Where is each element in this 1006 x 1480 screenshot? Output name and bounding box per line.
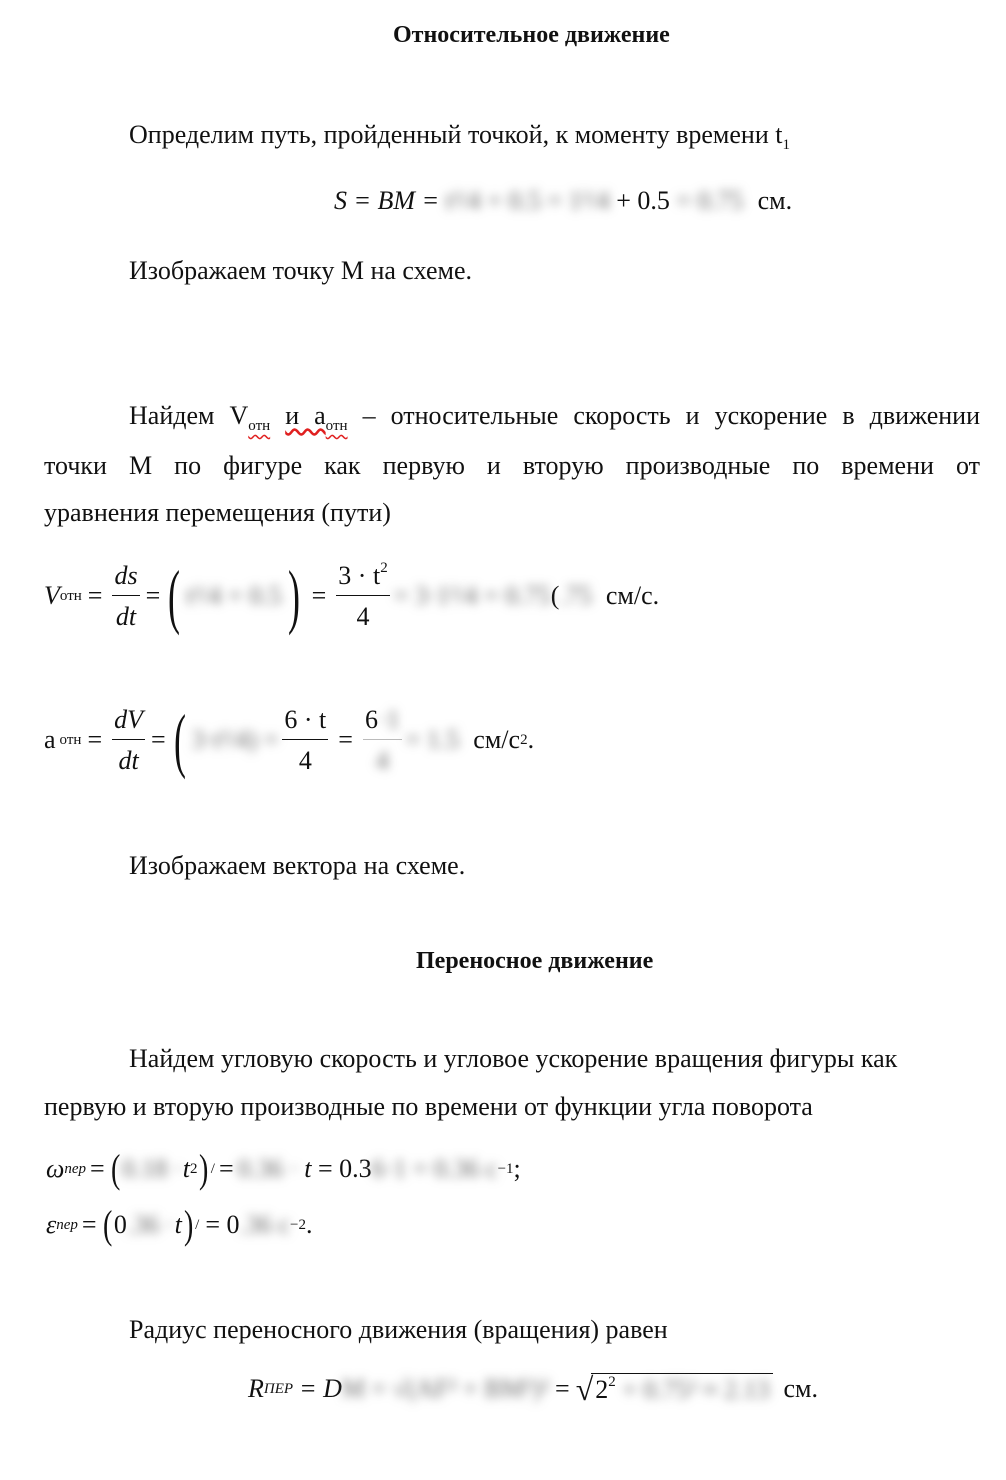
frac-den: 4 xyxy=(356,602,370,631)
paragraph-path-text: Определим путь, пройденный точкой, к моменту времени t xyxy=(129,120,783,149)
sub-otn-2: отн xyxy=(325,418,348,434)
root-base: 2 xyxy=(595,1375,609,1404)
frac-num: ds xyxy=(112,561,139,596)
epsilon-t: t xyxy=(174,1210,182,1239)
paragraph-vectors: Изображаем вектора на схеме. xyxy=(129,851,466,880)
t1-subscript: 1 xyxy=(782,137,790,153)
frac-den: dt xyxy=(115,601,137,631)
radius-lhs-sub: ПЕР xyxy=(263,1380,294,1397)
frac-num-sup: 2 xyxy=(380,560,388,576)
blurred-result: = 0.75 xyxy=(676,186,744,215)
formula-s-lhs: S = BM = xyxy=(334,186,440,215)
blurred-expression: M = √(AF² + BM²)² xyxy=(341,1374,550,1403)
formula-a-unit: см/с xyxy=(473,725,521,754)
para3-mid: и a xyxy=(285,401,326,430)
blurred-result: = 3·1²/4 = 0.75 xyxy=(393,581,551,610)
epsilon-sub: пер xyxy=(56,1216,78,1233)
fraction-6t-4 xyxy=(282,705,328,776)
blurred-value: .75 xyxy=(559,581,592,610)
paragraph-velocity-line2: точки М по фигуре как первую и вторую производные по времени от xyxy=(44,451,980,480)
omega-symbol: ω xyxy=(46,1154,65,1183)
section-title-transport-motion: Переносное движение xyxy=(416,948,654,974)
epsilon-end: . xyxy=(306,1210,313,1239)
paragraph-velocity-line1 xyxy=(44,401,980,435)
paren-open: ( xyxy=(168,556,181,636)
paren-open: ( xyxy=(173,700,186,780)
omega-sub: пер xyxy=(64,1160,87,1177)
blurred-value: 6·1 = 0.36 c xyxy=(371,1154,498,1183)
formula-v-lhs: V xyxy=(44,581,60,610)
epsilon-eq: = 0 xyxy=(205,1210,240,1239)
root-sup: 2 xyxy=(608,1374,616,1390)
epsilon-symbol: ε xyxy=(46,1210,57,1239)
omega-end: ; xyxy=(513,1154,521,1183)
paragraph-velocity-line3: уравнения перемещения (пути) xyxy=(44,498,391,527)
blurred-coef: .36 · xyxy=(126,1210,175,1239)
paragraph-radius: Радиус переносного движения (вращения) равен xyxy=(129,1315,668,1344)
frac-num: 6 xyxy=(364,704,378,734)
para3-start: Найдем V xyxy=(129,401,249,430)
formula-radius: R ПЕР = D M = √(AF² + BM²)² = √ $2^2 + 0.75^2 \approx 2.13$ см. xyxy=(248,1370,818,1407)
fraction-tail xyxy=(363,705,402,776)
blurred-expression: t²/4 + 0.5 xyxy=(186,581,282,610)
paragraph-angular-line2: первую и вторую производные по времени от функции угла поворота xyxy=(44,1092,813,1121)
blurred-coef2: 0.36 · xyxy=(237,1154,299,1183)
section-title-relative-motion: Относительное движение xyxy=(393,22,670,48)
epsilon-unit-sup: −2 xyxy=(290,1216,307,1233)
formula-v-unit: см/с. xyxy=(605,581,660,610)
sub-otn-1: отн xyxy=(248,418,271,434)
frac-den: 4 xyxy=(298,745,312,775)
radius-unit: см. xyxy=(783,1374,818,1403)
formula-v-tail: ( xyxy=(550,581,560,610)
fraction-dv-dt xyxy=(112,705,145,776)
paragraph-angular-line1: Найдем угловую скорость и угловое ускорение вращения фигуры как xyxy=(129,1044,898,1073)
blurred-root-tail: + 0.75² ≈ 2.13 xyxy=(622,1375,770,1404)
formula-s xyxy=(334,186,792,216)
paren-close: ) xyxy=(287,556,300,636)
frac-num: 6 · t xyxy=(282,705,328,740)
blurred-expression: 3·t²/4) = xyxy=(191,725,279,754)
blurred-value: .36 c xyxy=(239,1210,291,1239)
frac-num: 3 · t xyxy=(338,561,381,590)
omega-unit-sup: −1 xyxy=(497,1160,514,1177)
formula-v: V отн = $\frac{ds}{dt}$ = ( t²/4 + 0.5 ) = $\frac{3 \cdot t^2}{4}$ = 3·1²/4 = 0.75 ( .75 см/с. xyxy=(44,556,660,636)
radius-lhs: R xyxy=(248,1374,264,1403)
radius-eq2: = xyxy=(555,1374,570,1403)
formula-a-lhs: a xyxy=(44,725,56,754)
blurred-result: = 1.5 xyxy=(405,725,460,754)
formula-epsilon: ε пер = ( 0 .36 · t ) / = 0 .36 c −2 . xyxy=(46,1202,313,1247)
formula-s-tail: + 0.5 xyxy=(616,186,670,215)
para3-rest: – относительные скорость и ускорение в движении xyxy=(362,401,980,430)
paragraph-point-m: Изображаем точку М на схеме. xyxy=(129,256,473,285)
formula-v-lhs-sub: отн xyxy=(59,587,82,604)
formula-a-lhs-sub: отн xyxy=(59,731,82,748)
omega-t-sup: 2 xyxy=(189,1160,198,1177)
blurred-den: 4 xyxy=(375,745,389,775)
frac-num: dV xyxy=(112,705,145,740)
blurred-digit: ·1 xyxy=(377,704,400,734)
paragraph-path xyxy=(129,122,790,158)
formula-a: a отн = $\frac{dV}{dt}$ = ( 3·t²/4) = $\frac{6 \cdot t}{4}$ = $\frac{6\cdot 1}{4}$ = 1.5 см/с 2 . xyxy=(44,700,535,780)
formula-omega: ω пер = ( 0.18 · t 2 ) / = 0.36 · t = 0.3 6·1 = 0.36 c −1 ; xyxy=(46,1146,521,1191)
formula-s-unit: см. xyxy=(757,186,793,215)
frac-den: dt xyxy=(118,745,139,775)
formula-a-unit-sup: 2 xyxy=(520,731,528,748)
blurred-coef: 0.18 · xyxy=(122,1154,183,1183)
fraction-ds-dt xyxy=(112,561,139,632)
fraction-3t2-4 xyxy=(336,560,389,632)
blurred-expression: t²/4 + 0.5 = 1²/4 xyxy=(445,186,610,215)
radius-eq: = D xyxy=(299,1374,342,1403)
